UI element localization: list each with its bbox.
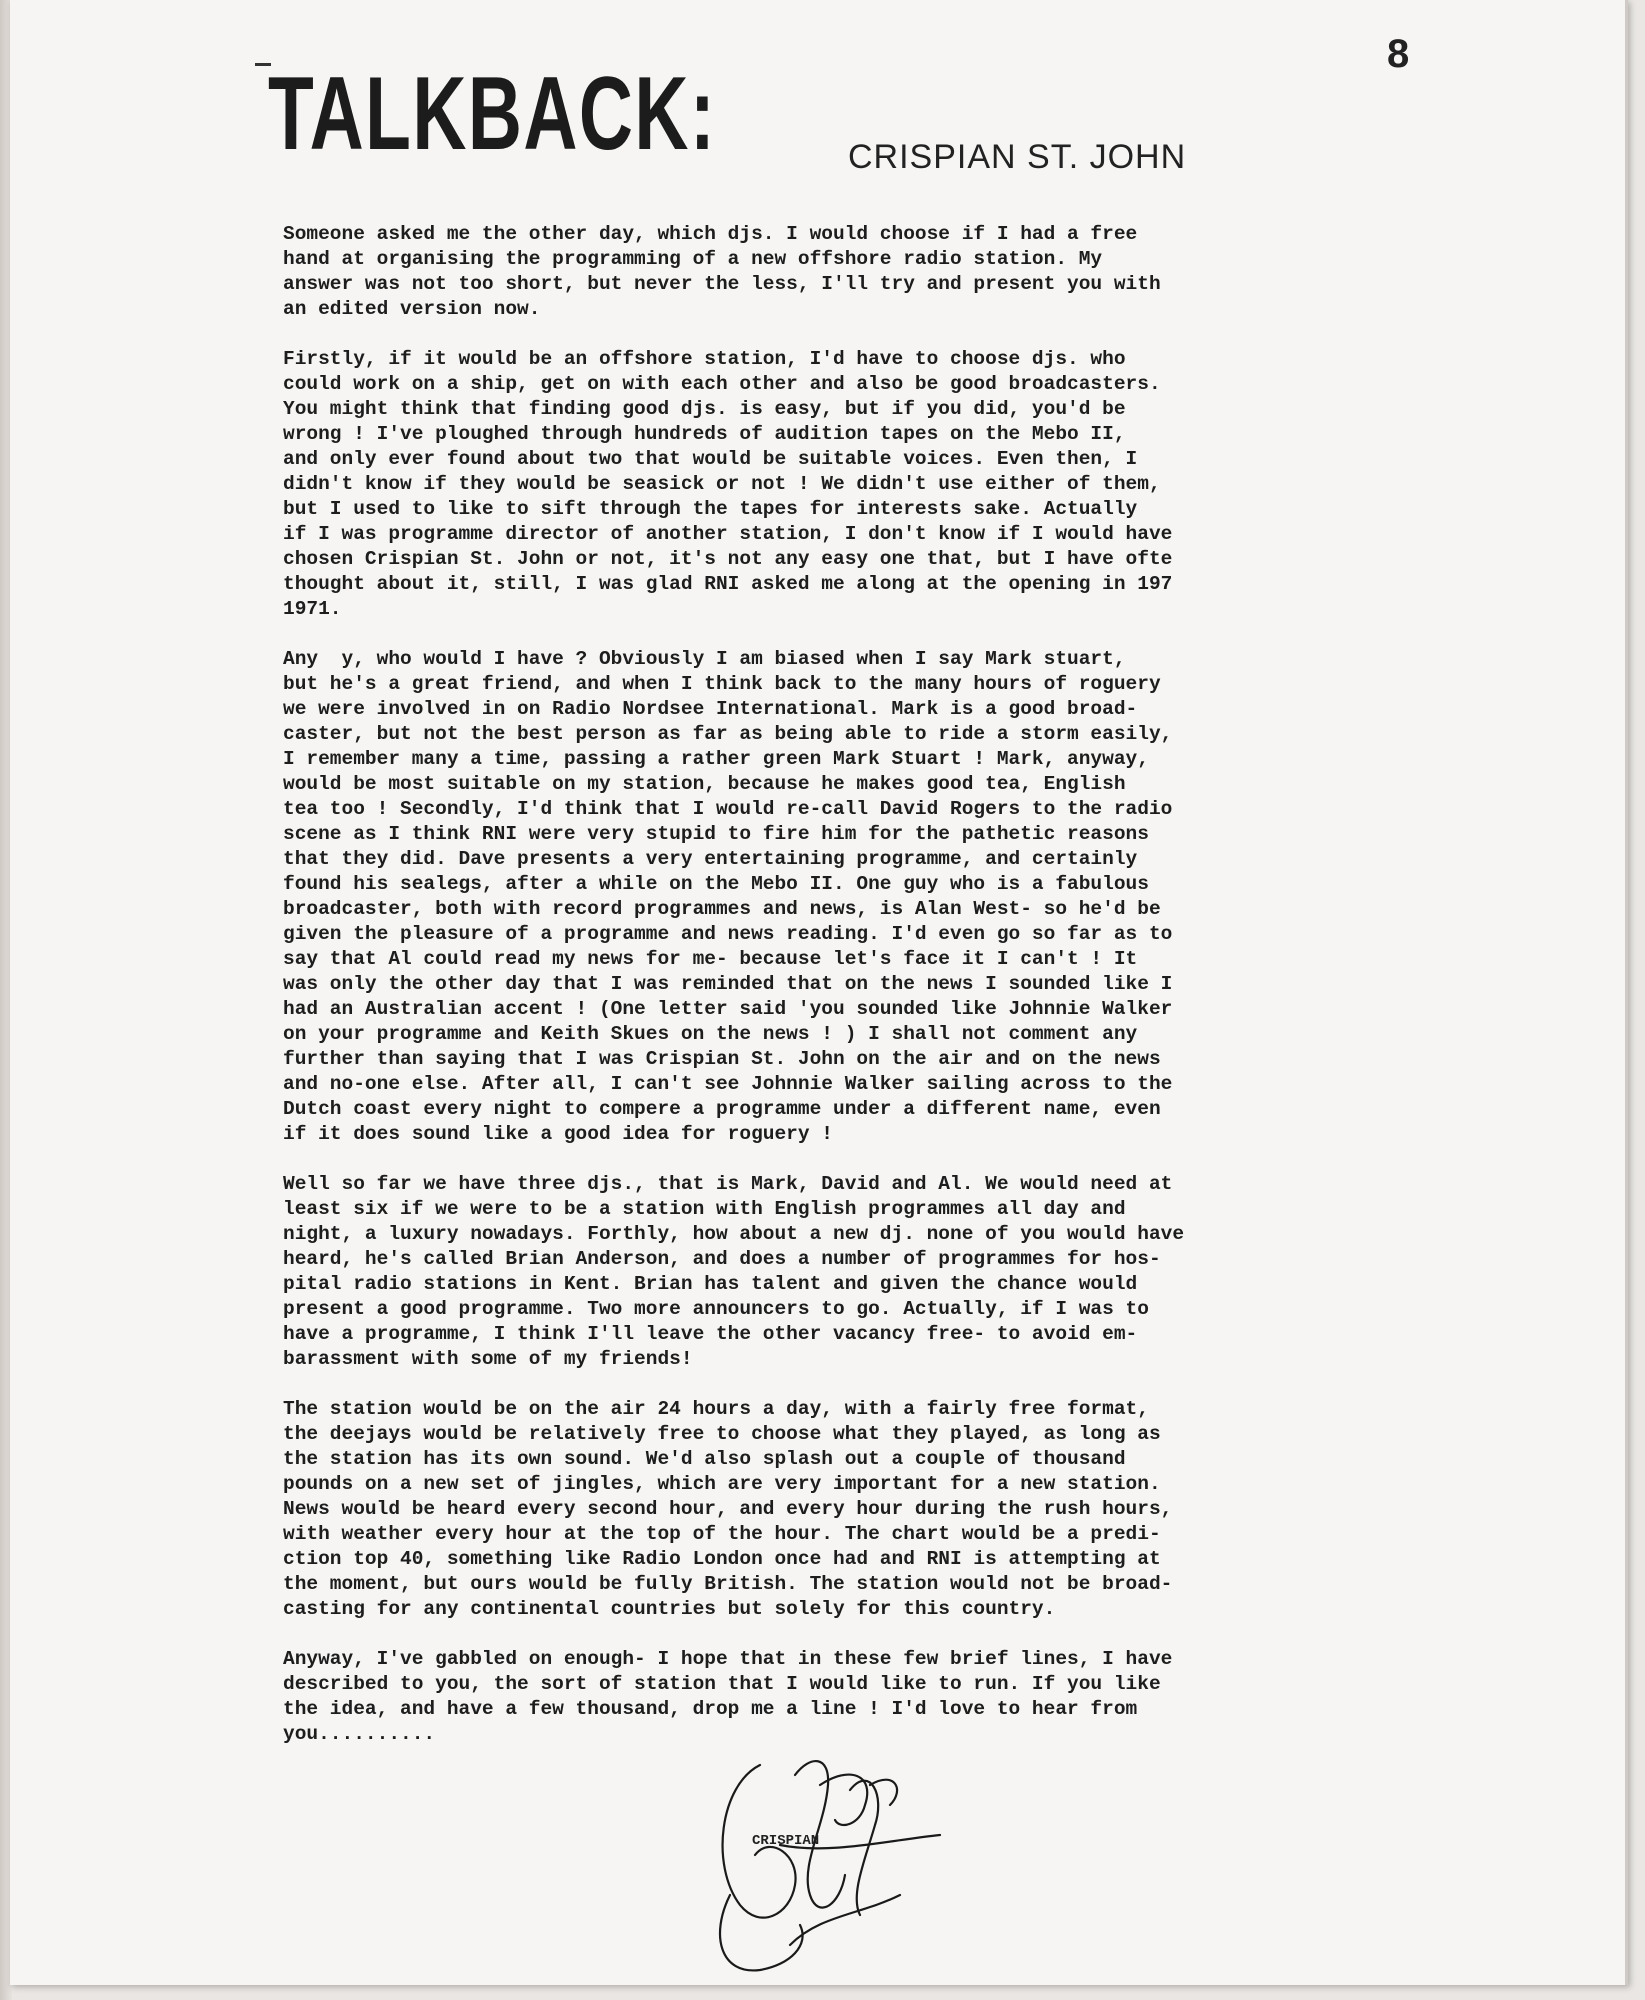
text-line: heard, he's called Brian Anderson, and does a number of programmes for hos- — [283, 1248, 1161, 1270]
text-line: Anyway, I've gabbled on enough- I hope that in these few brief lines, I have — [283, 1648, 1173, 1670]
text-line: least six if we were to be a station with English programmes all day and — [283, 1198, 1126, 1220]
text-line: that they did. Dave presents a very entertaining programme, and certainly — [283, 848, 1138, 870]
text-line: you.......... — [283, 1723, 436, 1745]
text-line: but I used to like to sift through the tapes for interests sake. Actually — [283, 498, 1138, 520]
text-line: given the pleasure of a programme and news reading. I'd even go so far as to — [283, 923, 1173, 945]
text-line: scene as I think RNI were very stupid to fire him for the pathetic reasons — [283, 823, 1149, 845]
text-line: Dutch coast every night to compere a programme under a different name, even — [283, 1098, 1161, 1120]
text-line: could work on a ship, get on with each other and also be good broadcasters. — [283, 373, 1161, 395]
paragraph — [283, 347, 1453, 622]
text-line: the idea, and have a few thousand, drop me a line ! I'd love to hear from — [283, 1698, 1138, 1720]
text-line: Well so far we have three djs., that is Mark, David and Al. We would need at — [283, 1173, 1173, 1195]
page-title: TALKBACK: — [268, 56, 717, 172]
text-line: The station would be on the air 24 hours a day, with a fairly free format, — [283, 1398, 1149, 1420]
text-line: present a good programme. Two more announcers to go. Actually, if I was to — [283, 1298, 1149, 1320]
text-line: caster, but not the best person as far as being able to ride a storm easily, — [283, 723, 1173, 745]
text-line: pital radio stations in Kent. Brian has talent and given the chance would — [283, 1273, 1138, 1295]
text-line: answer was not too short, but never the less, I'll try and present you with — [283, 273, 1161, 295]
text-line: ction top 40, something like Radio London once had and RNI is attempting at — [283, 1548, 1161, 1570]
signature-label: CRISPIAN — [752, 1833, 820, 1849]
signature — [700, 1745, 950, 1985]
text-line: Firstly, if it would be an offshore station, I'd have to choose djs. who — [283, 348, 1126, 370]
text-line: an edited version now. — [283, 298, 541, 320]
paragraph — [283, 1172, 1453, 1372]
paragraph — [283, 1397, 1453, 1622]
paragraph — [283, 1647, 1453, 1747]
text-line: barassment with some of my friends! — [283, 1348, 693, 1370]
text-line: 1971. — [283, 598, 342, 620]
text-line: hand at organising the programming of a new offshore radio station. My — [283, 248, 1103, 270]
text-line: and no-one else. After all, I can't see Johnnie Walker sailing across to the — [283, 1073, 1173, 1095]
text-line: didn't know if they would be seasick or not ! We didn't use either of them, — [283, 473, 1161, 495]
paragraph — [283, 647, 1453, 1147]
text-line: found his sealegs, after a while on the Mebo II. One guy who is a fabulous — [283, 873, 1149, 895]
text-line: the deejays would be relatively free to choose what they played, as long as — [283, 1423, 1161, 1445]
text-line: the moment, but ours would be fully British. The station would not be broad- — [283, 1573, 1173, 1595]
text-line: we were involved in on Radio Nordsee International. Mark is a good broad- — [283, 698, 1138, 720]
text-line: You might think that finding good djs. is easy, but if you did, you'd be — [283, 398, 1126, 420]
text-line: with weather every hour at the top of the hour. The chart would be a predi- — [283, 1523, 1161, 1545]
text-line: wrong ! I've ploughed through hundreds of audition tapes on the Mebo II, — [283, 423, 1126, 445]
text-line: I remember many a time, passing a rather green Mark Stuart ! Mark, anyway, — [283, 748, 1149, 770]
text-line: was only the other day that I was reminded that on the news I sounded like I — [283, 973, 1173, 995]
text-line: chosen Crispian St. John or not, it's not any easy one that, but I have ofte — [283, 548, 1173, 570]
text-line: the station has its own sound. We'd also splash out a couple of thousand — [283, 1448, 1126, 1470]
text-line: have a programme, I think I'll leave the other vacancy free- to avoid em- — [283, 1323, 1138, 1345]
text-line: would be most suitable on my station, because he makes good tea, English — [283, 773, 1126, 795]
text-line: further than saying that I was Crispian St. John on the air and on the news — [283, 1048, 1161, 1070]
text-line: if it does sound like a good idea for roguery ! — [283, 1123, 833, 1145]
text-line: but he's a great friend, and when I think back to the many hours of roguery — [283, 673, 1161, 695]
text-line: casting for any continental countries but solely for this country. — [283, 1598, 1056, 1620]
text-line: had an Australian accent ! (One letter said 'you sounded like Johnnie Walker — [283, 998, 1173, 1020]
text-line: thought about it, still, I was glad RNI asked me along at the opening in 197 — [283, 573, 1173, 595]
text-line: on your programme and Keith Skues on the news ! ) I shall not comment any — [283, 1023, 1138, 1045]
text-line: Someone asked me the other day, which djs. I would choose if I had a free — [283, 223, 1138, 245]
text-line: and only ever found about two that would be suitable voices. Even then, I — [283, 448, 1138, 470]
text-line: Any y, who would I have ? Obviously I am biased when I say Mark stuart, — [283, 648, 1126, 670]
text-line: pounds on a new set of jingles, which are very important for a new station. — [283, 1473, 1161, 1495]
text-line: News would be heard every second hour, and every hour during the rush hours, — [283, 1498, 1173, 1520]
paragraph — [283, 222, 1453, 322]
text-line: night, a luxury nowadays. Forthly, how about a new dj. none of you would have — [283, 1223, 1185, 1245]
text-line: if I was programme director of another station, I don't know if I would have — [283, 523, 1173, 545]
text-line: broadcaster, both with record programmes and news, is Alan West- so he'd be — [283, 898, 1161, 920]
author-name: CRISPIAN ST. JOHN — [848, 138, 1187, 176]
page-number: 8 — [1387, 32, 1410, 76]
text-line: described to you, the sort of station that I would like to run. If you like — [283, 1673, 1161, 1695]
article-body — [283, 222, 1453, 1772]
text-line: tea too ! Secondly, I'd think that I would re-call David Rogers to the radio — [283, 798, 1173, 820]
text-line: say that Al could read my news for me- because let's face it I can't ! It — [283, 948, 1138, 970]
